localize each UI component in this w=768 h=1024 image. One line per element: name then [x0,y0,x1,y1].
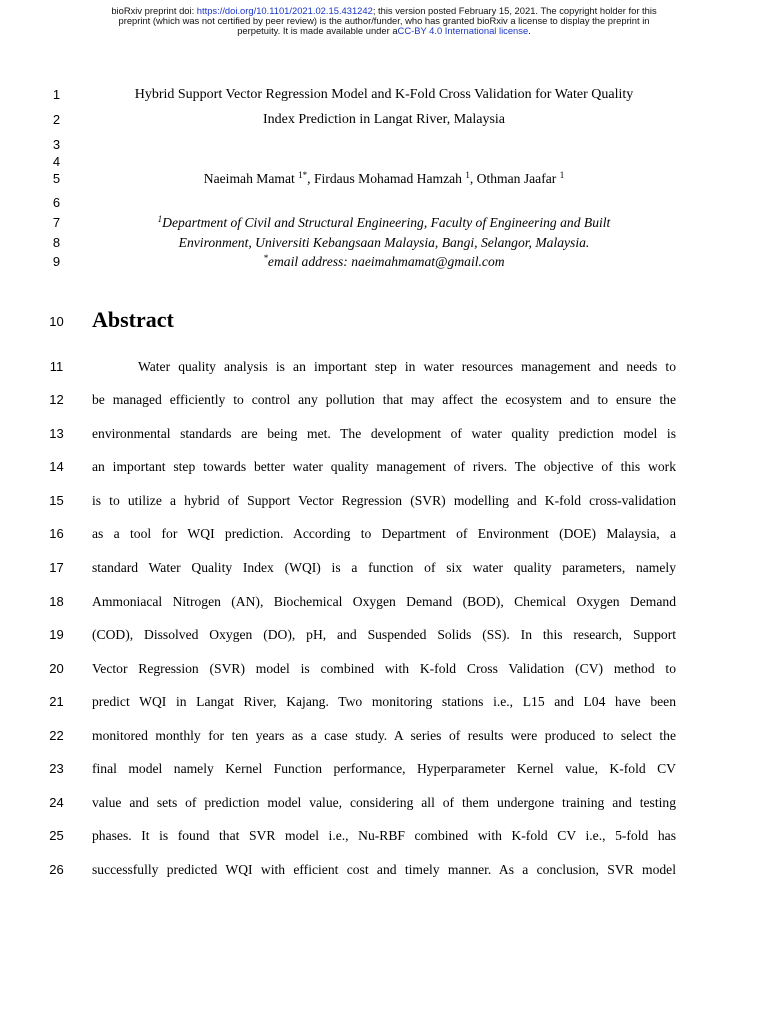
line-number: 8 [52,235,61,250]
abstract-line: be managed efficiently to control any pollution that may affect the ecosystem and to ensure the [92,392,676,407]
line-number: 5 [52,171,61,186]
line-number: 3 [52,137,61,152]
affiliation-line-2: Environment, Universiti Kebangsaan Malaysia, Bangi, Selangor, Malaysia. [178,235,590,250]
line-number: 16 [49,526,64,541]
preprint-header [60,6,708,36]
doi-link[interactable]: https://doi.org/10.1101/2021.02.15.431242 [196,5,373,16]
abstract-line: (COD), Dissolved Oxygen (DO), pH, and Suspended Solids (SS). In this research, Support [92,627,676,642]
paper-title-line-1: Hybrid Support Vector Regression Model and K-Fold Cross Validation for Water Quality [134,87,634,102]
abstract-heading: Abstract [92,307,174,332]
license-link[interactable]: CC-BY 4.0 International license [397,25,529,36]
abstract-line: final model namely Kernel Function performance, Hyperparameter Kernel value, K-fold CV [92,761,676,776]
abstract-line: predict WQI in Langat River, Kajang. Two monitoring stations i.e., L15 and L04 have been [92,694,676,709]
abstract-line: phases. It is found that SVR model i.e., Nu-RBF combined with K-fold CV i.e., 5-fold has [92,828,676,843]
line-number: 23 [49,761,64,776]
abstract-line: Ammoniacal Nitrogen (AN), Biochemical Oxygen Demand (BOD), Chemical Oxygen Demand [92,594,676,609]
paper-title-line-2: Index Prediction in Langat River, Malaysia [262,112,506,127]
line-number: 9 [52,254,61,269]
abstract-line: Vector Regression (SVR) model is combined with K-fold Cross Validation (CV) method to [92,661,676,676]
line-number: 26 [49,862,64,877]
line-number: 15 [49,493,64,508]
abstract-line: is to utilize a hybrid of Support Vector Regression (SVR) modelling and K-fold cross-validation [92,493,676,508]
header-line3-prefix: perpetuity. It is made available under a [237,25,398,36]
abstract-line: as a tool for WQI prediction. According to Department of Environment (DOE) Malaysia, a [92,526,676,541]
affiliation-mark: 1 [157,214,163,224]
abstract-line: standard Water Quality Index (WQI) is a function of six water quality parameters, namely [92,560,676,575]
line-number: 19 [49,627,64,642]
line-number: 21 [49,694,64,709]
affiliation-text: Department of Civil and Structural Engineering, Faculty of Engineering and Built [162,215,611,230]
line-number: 2 [52,112,61,127]
line-number: 6 [52,195,61,210]
author-list [92,171,676,187]
line-number: 13 [49,426,64,441]
line-number: 20 [49,661,64,676]
line-number: 12 [49,392,64,407]
line-number: 18 [49,594,64,609]
line-number: 11 [49,359,64,374]
author-affiliation-mark: 1 [465,170,470,180]
line-number: 4 [52,154,61,169]
email-mark: * [263,253,268,263]
author-name: , Othman Jaafar [469,171,560,186]
author-name: Naeimah Mamat [203,171,299,186]
line-number: 14 [49,459,64,474]
corresponding-email [92,254,676,270]
line-number: 17 [49,560,64,575]
header-line-2: preprint (which was not certified by peer review) is the author/funder, who has granted bioRxiv a license to display the preprint in [118,15,650,26]
email-text: email address: naeimahmamat@gmail.com [267,254,505,269]
header-line-3 [60,26,708,36]
abstract-line: successfully predicted WQI with efficient cost and timely manner. As a conclusion, SVR model [92,862,676,877]
line-number: 7 [52,215,61,230]
abstract-line: value and sets of prediction model value, considering all of them undergone training and testing [92,795,676,810]
abstract-line: an important step towards better water quality management of rivers. The objective of this work [92,459,676,474]
line-number: 24 [49,795,64,810]
abstract-line: monitored monthly for ten years as a case study. A series of results were produced to select the [92,728,676,743]
affiliation-line-1 [92,215,676,231]
line-number: 10 [49,314,64,329]
abstract-line: environmental standards are being met. The development of water quality prediction model is [92,426,676,441]
author-affiliation-mark: 1* [298,170,308,180]
line-number: 1 [52,87,61,102]
line-number: 22 [49,728,64,743]
header-line1-rest: ; this version posted February 15, 2021. The copyright holder for this [372,5,657,16]
author-affiliation-mark: 1 [559,170,565,180]
abstract-line: Water quality analysis is an important step in water resources management and needs to [138,359,676,374]
header-prefix: bioRxiv preprint doi: [111,5,197,16]
line-number: 25 [49,828,64,843]
author-name: , Firdaus Mohamad Hamzah [307,171,466,186]
header-line3-suffix: . [528,25,531,36]
